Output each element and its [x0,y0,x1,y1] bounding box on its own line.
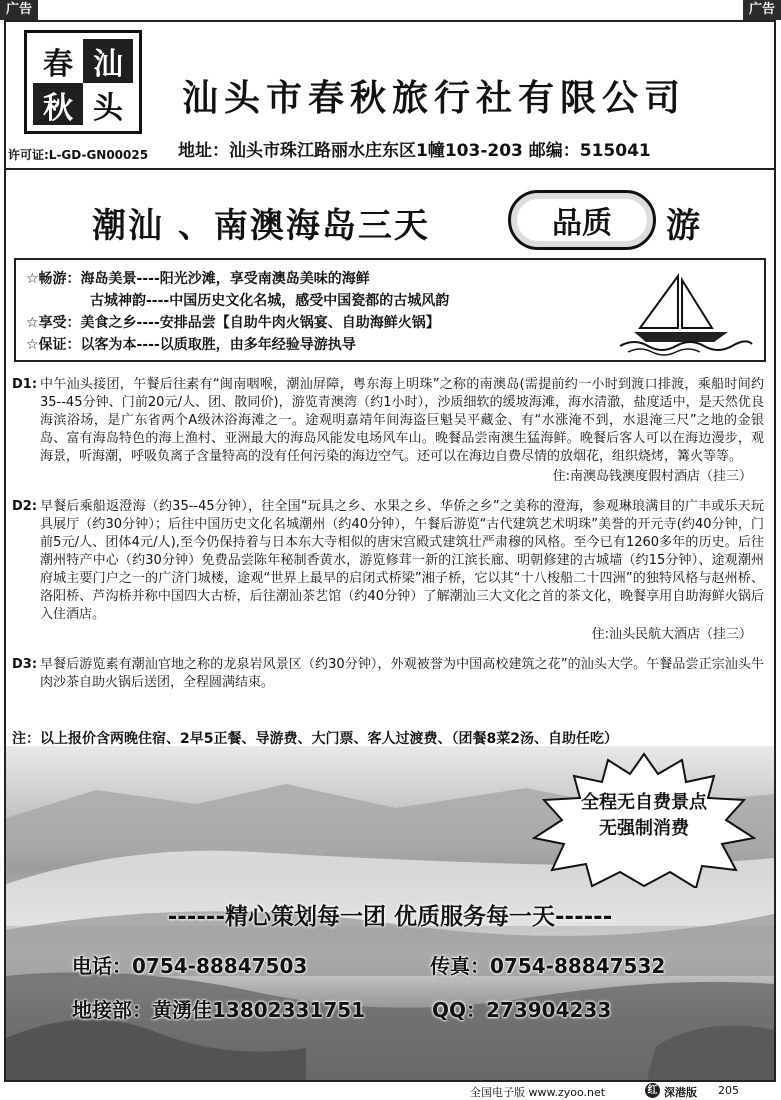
tour-title-suffix: 游 [666,206,700,246]
edition-badge: 红 [645,1083,660,1098]
company-name: 汕头市春秋旅行社有限公司 [182,77,687,119]
electronic-edition-site: 全国电子版 www.zyoo.net [470,1086,606,1099]
tour-title-main: 潮汕 、南澳海岛三天 [92,206,430,246]
itinerary-day [12,376,764,486]
day-description: 早餐后游览素有潮汕官地之称的龙泉岩风景区（约30分钟），外观被誉为中国高校建筑之花”的汕头大学。午餐品尝正宗汕头牛肉沙茶自助火锅后送团，全程圆满结束。 [40,657,764,690]
logo-char: 头 [83,83,133,127]
logo-char: 春 [33,39,83,83]
feature-line: ☆畅游：海岛美景----阳光沙滩，享受南澳岛美味的海鲜 [26,271,370,287]
burst-line-1: 全程无自费景点 [581,792,707,813]
feature-line: ☆保证：以客为本----以质取胜，由多年经验导游执导 [26,337,356,353]
day-label: D3: [12,657,38,672]
feature-line: 古城神韵----中国历史文化名城，感受中国瓷都的古城风韵 [90,293,450,309]
burst-line-2: 无强制消费 [599,818,689,839]
day-hotel: 住:南澳岛钱澳度假村酒店（挂三） [552,469,752,484]
day-label: D1: [12,377,38,392]
itinerary-day [12,498,764,644]
qq-number: QQ：273904233 [432,998,612,1022]
sailboat-icon [616,266,756,356]
service-slogan: ------精心策划每一团 优质服务每一天------ [167,904,613,930]
company-logo [24,30,142,134]
phone-number: 电话：0754-88847503 [72,954,308,978]
feature-box [14,258,766,362]
company-address: 地址：汕头市珠江路丽水庄东区1幢103-203 邮编：515041 [178,141,651,161]
license-number: 许可证:L-GD-GN00025 [8,148,149,162]
logo-char: 汕 [93,47,123,82]
day-description: 中午汕头接团，午餐后往素有“闽南咽喉，潮汕屏障，粤东海上明珠”之称的南澳岛(需提前约一小时到渡口排渡，乘船时间约35--45分钟、门前20元/人、团、散同价)，游览青澳湾（约1小时），沙质细软的缓坡海滩，海水清澈，盐度适中，是天然优良海滨浴场，是广东省两个A级沐浴海滩之一。途观明嘉靖年间海盗巨魁吴平藏金、有“水涨淹不到，水退淹三尺”之地的金银岛、富有海岛特色的海上渔村、亚洲最大的海岛风能发电场风车山。晚餐品尝南澳生猛海鲜。晚餐后客人可以在海边漫步，观海景，听海潮，呼吸负离子含量特高的没有任何污染的海边空气。还可以在海边自费尽情的放烟花，组织烧烤，篝火等等。 [40,377,764,464]
local-agent-contact: 地接部：黄湧佳13802331751 [72,998,366,1022]
feature-line: ☆享受：美食之乡----安排品尝【自助牛肉火锅宴、自助海鲜火锅】 [26,315,440,331]
day-description: 早餐后乘船返澄海（约35--45分钟），往全国“玩具之乡、水果之乡、华侨之乡”之美称的澄海，参观琳琅满目的广丰或乐天玩具展厅（约30分钟）；后往中国历史文化名城潮州（约40分钟），午餐后游览“古代建筑艺术明珠”美誉的开元寺(约40分钟，门前5元/人、团体4元/人),至今仍保持着与日本东大寺相似的唐宋宫殿式建筑壮严肃穆的风格。至今已有1260多年的历史。后往潮州特产中心（约30分钟）免费品尝陈年秘制香黄水，游览修茸一新的江滨长廊、明朝修建的古城墙（约15分钟）、途观潮州府城主要门户之一的广济门城楼，途观“世界上最早的启闭式桥梁”湘子桥，它以其“十八梭船二十四洲”的独特风格与赵州桥、洛阳桥、芦沟桥并称中国四大古桥，后往潮汕茶艺馆（约40分钟）了解潮汕三大文化之首的茶文化，晚餐享用自助海鲜火锅后入住酒店。 [40,499,764,622]
itinerary-day [12,656,764,692]
day-hotel: 住:汕头民航大酒店（挂三） [591,627,752,642]
company-header [6,22,774,170]
ad-label-left: 广告 [0,0,38,20]
day-label: D2: [12,499,38,514]
logo-char: 秋 [43,91,73,126]
price-note: 注：以上报价含两晚住宿、2早5正餐、导游费、大门票、客人过渡费、（团餐8菜2汤、自助任吃） [12,731,618,747]
ad-label-right: 广告 [743,0,781,20]
advertisement-page [4,20,776,1082]
edition-label: 深港版 [664,1086,697,1099]
burst-text [532,790,756,842]
tour-title [6,190,774,254]
fax-number: 传真：0754-88847532 [430,954,666,978]
page-number: 205 [718,1084,739,1097]
quality-badge: 品质 [508,190,656,250]
page-footer [0,1082,781,1100]
